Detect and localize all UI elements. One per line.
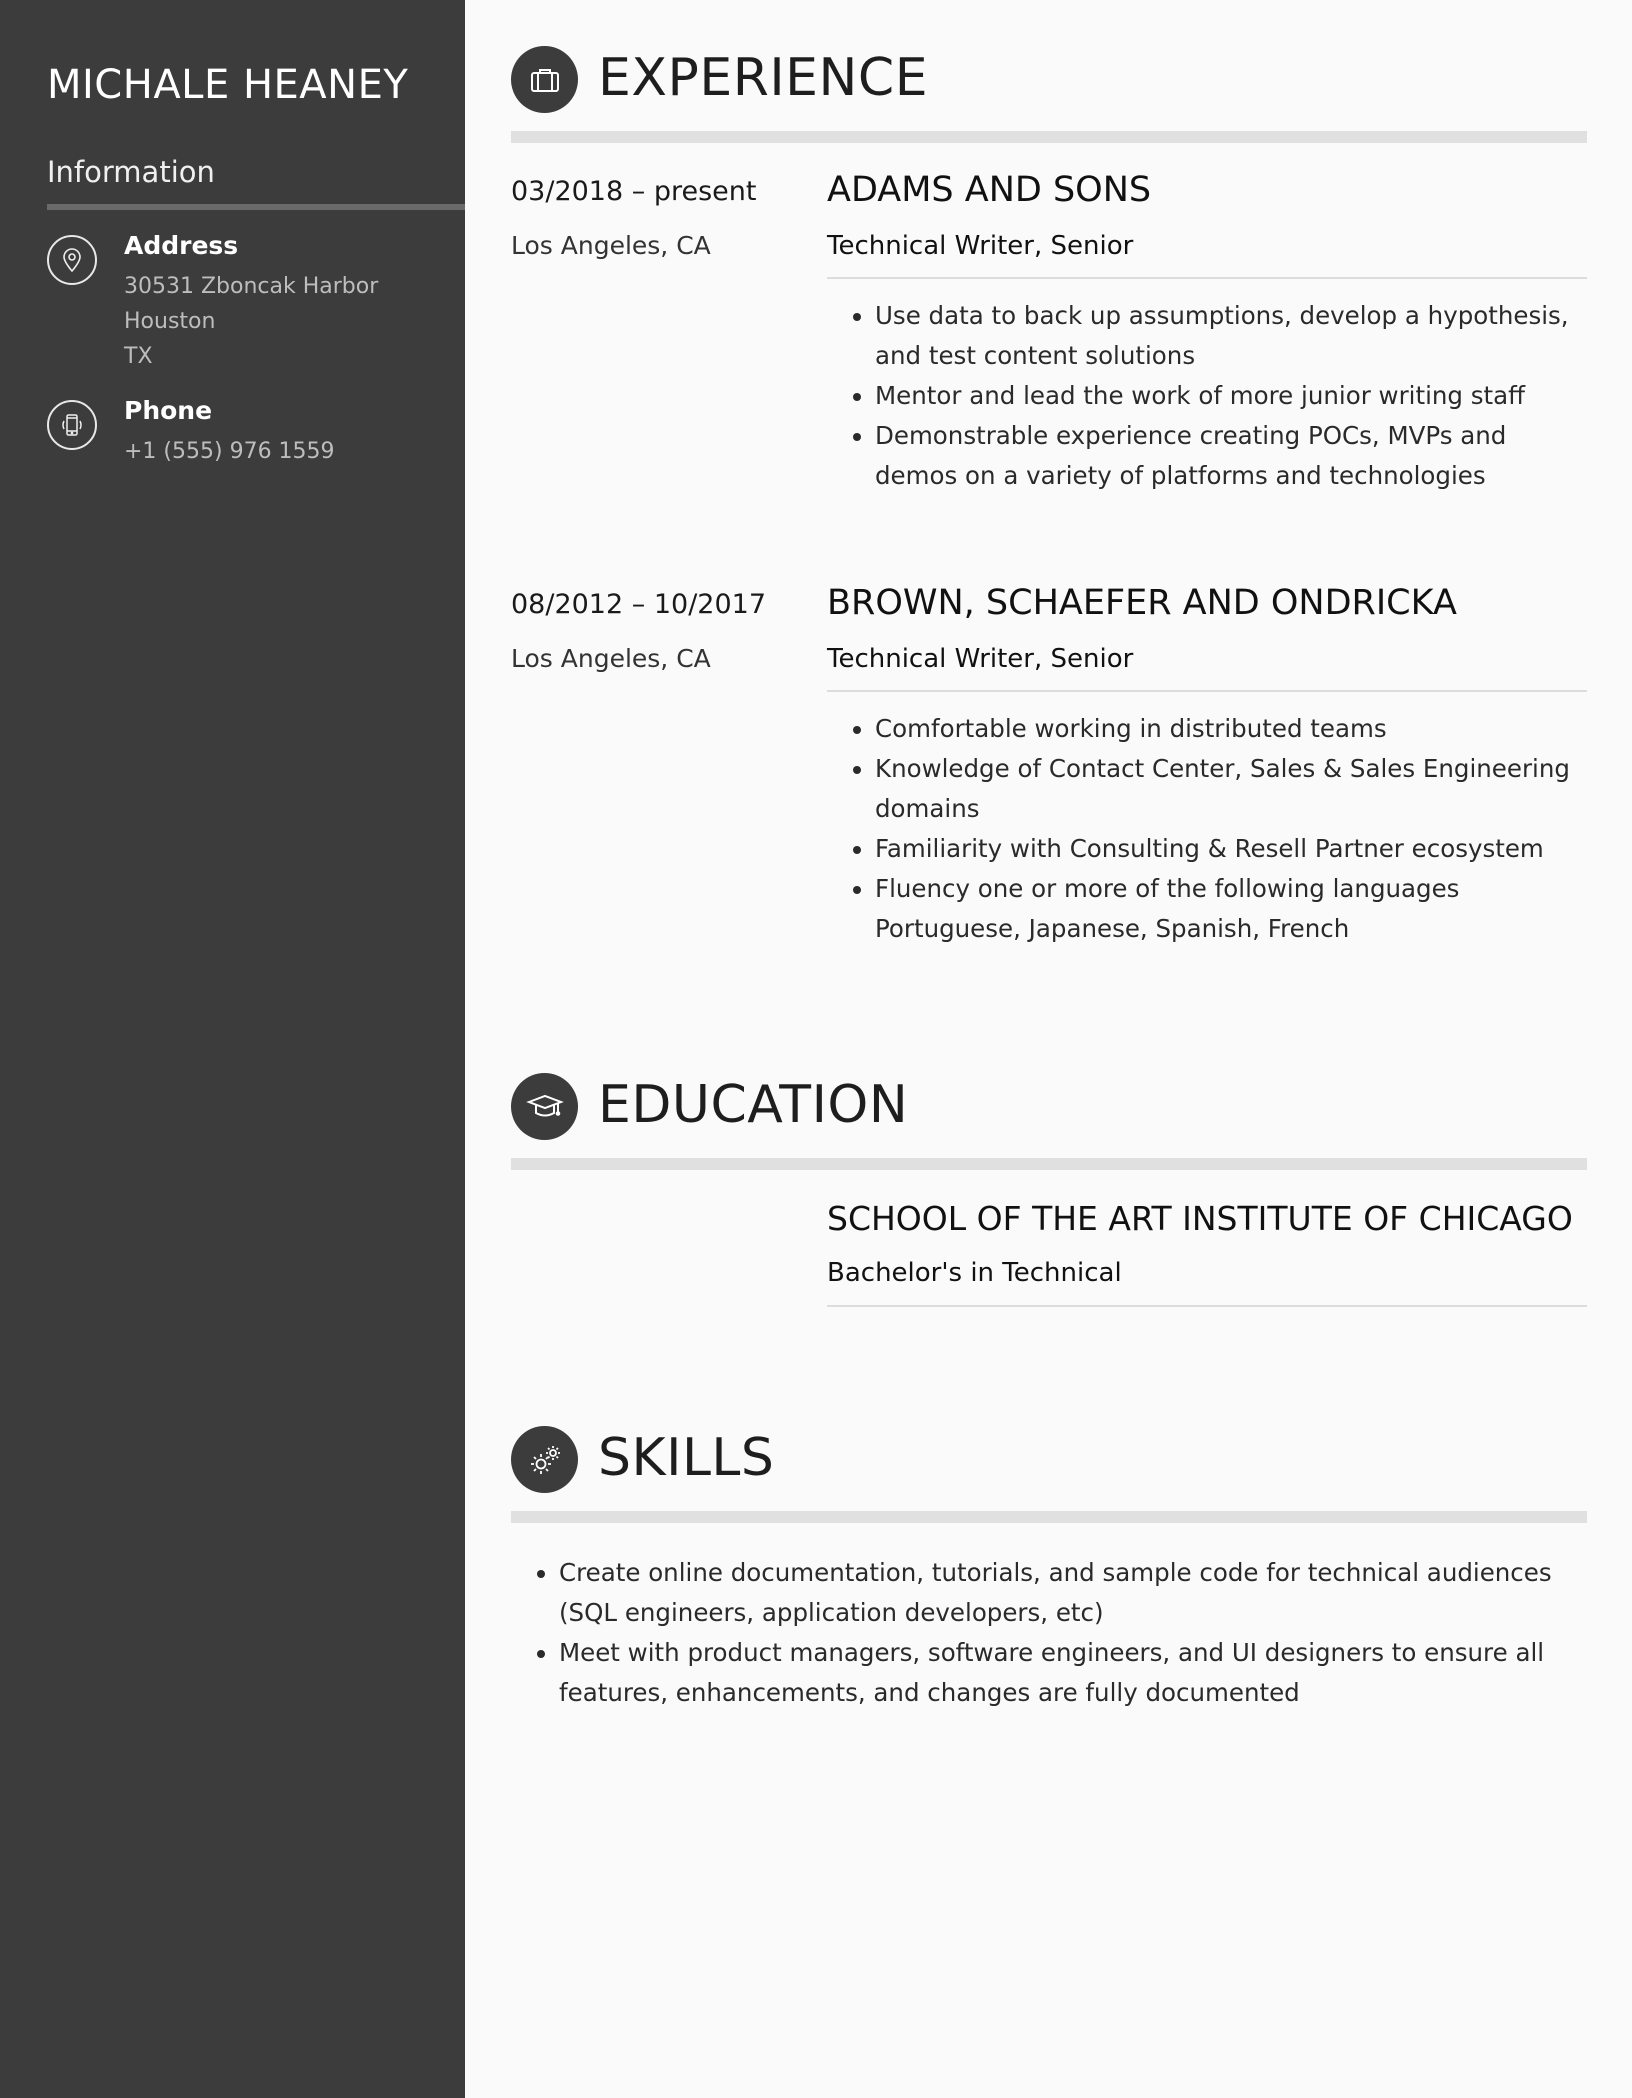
job-divider [827, 690, 1587, 692]
education-divider [511, 1158, 1587, 1170]
job-bullet: • Use data to back up assumptions, develop a hypothesis, and test content solutions [875, 296, 1587, 376]
skill-item: • Create online documentation, tutorials, and sample code for technical audiences (SQL engineers, application developers, etc) [559, 1553, 1587, 1633]
job-title: Technical Writer, Senior [827, 644, 1134, 674]
briefcase-icon [511, 46, 578, 113]
job-bullets [827, 709, 1587, 949]
information-divider [47, 204, 465, 210]
job-bullet: • Mentor and lead the work of more junior writing staff [875, 376, 1587, 416]
phone-label: Phone [124, 396, 213, 425]
job-bullet: • Demonstrable experience creating POCs, MVPs and demos on a variety of platforms and technologies [875, 416, 1587, 496]
job-company: BROWN, SCHAEFER AND ONDRICKA [827, 583, 1457, 623]
job-divider [827, 277, 1587, 279]
experience-divider [511, 131, 1587, 143]
candidate-name: MICHALE HEANEY [47, 62, 409, 108]
address-label: Address [124, 231, 239, 260]
mobile-phone-icon [47, 400, 97, 450]
address-line: 30531 Zboncak Harbor [124, 274, 379, 299]
job-bullet: • Familiarity with Consulting & Resell Partner ecosystem [875, 829, 1587, 869]
education-entry-divider [827, 1305, 1587, 1307]
education-heading: EDUCATION [598, 1075, 909, 1135]
job-dates: 03/2018 – present [511, 176, 757, 207]
skill-item: • Meet with product managers, software engineers, and UI designers to ensure all features, enhancements, and changes are fully documented [559, 1633, 1587, 1713]
map-pin-icon [47, 235, 97, 285]
address-line: TX [124, 344, 153, 369]
phone-number: +1 (555) 976 1559 [124, 439, 335, 464]
job-bullets [827, 296, 1587, 496]
degree: Bachelor's in Technical [827, 1258, 1122, 1288]
graduation-cap-icon [511, 1073, 578, 1140]
job-location: Los Angeles, CA [511, 644, 711, 673]
information-heading: Information [47, 155, 215, 189]
job-company: ADAMS AND SONS [827, 170, 1152, 210]
job-bullet: • Fluency one or more of the following languages Portuguese, Japanese, Spanish, French [875, 869, 1587, 949]
job-bullet: • Comfortable working in distributed teams [875, 709, 1587, 749]
job-dates: 08/2012 – 10/2017 [511, 589, 766, 620]
address-line: Houston [124, 309, 216, 334]
skills-heading: SKILLS [598, 1428, 775, 1488]
sidebar [0, 0, 465, 2098]
experience-heading: EXPERIENCE [598, 48, 929, 108]
school-name: SCHOOL OF THE ART INSTITUTE OF CHICAGO [827, 1199, 1573, 1238]
gears-icon [511, 1426, 578, 1493]
job-bullet: • Knowledge of Contact Center, Sales & Sales Engineering domains [875, 749, 1587, 829]
job-title: Technical Writer, Senior [827, 231, 1134, 261]
skills-list [511, 1553, 1587, 1713]
skills-divider [511, 1511, 1587, 1523]
job-location: Los Angeles, CA [511, 231, 711, 260]
